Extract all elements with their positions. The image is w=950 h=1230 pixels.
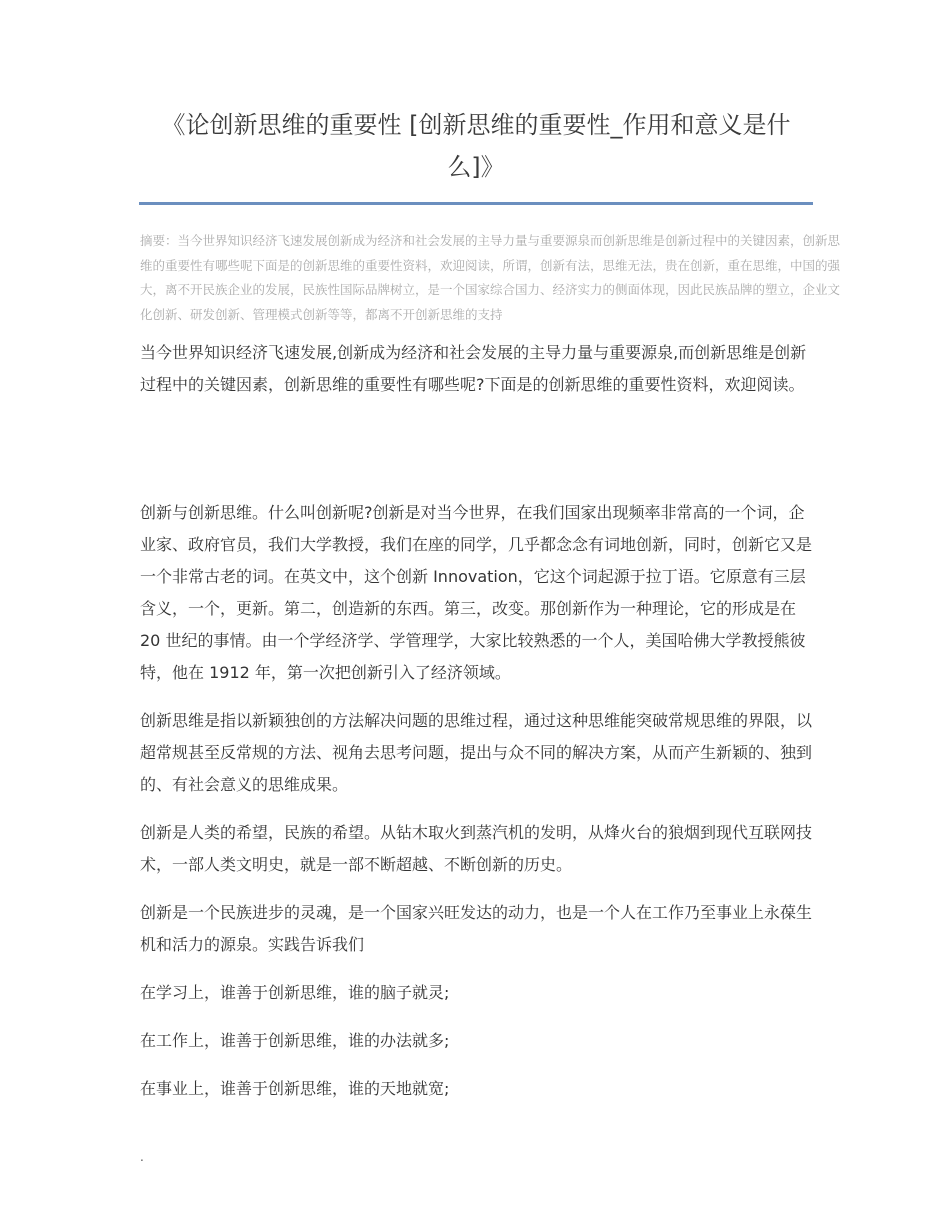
paragraph-career: 在事业上，谁善于创新思维，谁的天地就宽;	[140, 1079, 450, 1098]
paragraph-national-soul: 创新是一个民族进步的灵魂，是一个国家兴旺发达的动力，也是一个人在工作乃至事业上永葆生机和活力的源泉。实践告诉我们	[140, 903, 813, 954]
footer-mark: .	[140, 1150, 144, 1164]
paragraph-human-hope: 创新是人类的希望，民族的希望。从钻木取火到蒸汽机的发明，从烽火台的狼烟到现代互联网技术，一部人类文明史，就是一部不断超越、不断创新的历史。	[140, 823, 813, 874]
document-title: 《论创新思维的重要性 [创新思维的重要性_作用和意义是什么]》	[161, 111, 791, 181]
paragraph-work: 在工作上，谁善于创新思维，谁的办法就多;	[140, 1031, 450, 1050]
document-abstract: 摘要：当今世界知识经济飞速发展创新成为经济和社会发展的主导力量与重要源泉而创新思维是创新过程中的关键因素，创新思维的重要性有哪些呢下面是的创新思维的重要性资料，欢迎阅读，所谓，创新有法，思维无法，贵在创新，重在思维，中国的强大，离不开民族企业的发展，民族性国际品牌树立，是一个国家综合国力、经济实力的侧面体现，因此民族品牌的塑立，企业文化创新、研发创新、管理模式创新等等，都离不开创新思维的支持	[140, 233, 841, 322]
paragraph-creative-thinking: 创新思维是指以新颖独创的方法解决问题的思维过程，通过这种思维能突破常规思维的界限，以超常规甚至反常规的方法、视角去思考问题，提出与众不同的解决方案，从而产生新颖的、独到的、有社会意义的思维成果。	[140, 711, 813, 794]
paragraph-intro: 当今世界知识经济飞速发展,创新成为经济和社会发展的主导力量与重要源泉,而创新思维是创新过程中的关键因素，创新思维的重要性有哪些呢?下面是的创新思维的重要性资料，欢迎阅读。	[140, 343, 807, 394]
title-divider	[139, 202, 813, 205]
paragraph-innovation-definition: 创新与创新思维。什么叫创新呢?创新是对当今世界，在我们国家出现频率非常高的一个词，企业家、政府官员，我们大学教授，我们在座的同学，几乎都念念有词地创新，同时，创新它又是一个非常古老的词。在英文中，这个创新 Innovation，它这个词起源于拉丁语。它原意有三层含义，一个，更新。第二，创造新的东西。第三，改变。那创新作为一种理论，它的形成是在 20 世纪的事情。由一个学经济学、学管理学，大家比较熟悉的一个人，美国哈佛大学教授熊彼特，他在 1912 年，第一次把创新引入了经济领域。	[140, 503, 813, 682]
paragraph-study: 在学习上，谁善于创新思维，谁的脑子就灵;	[140, 983, 450, 1002]
